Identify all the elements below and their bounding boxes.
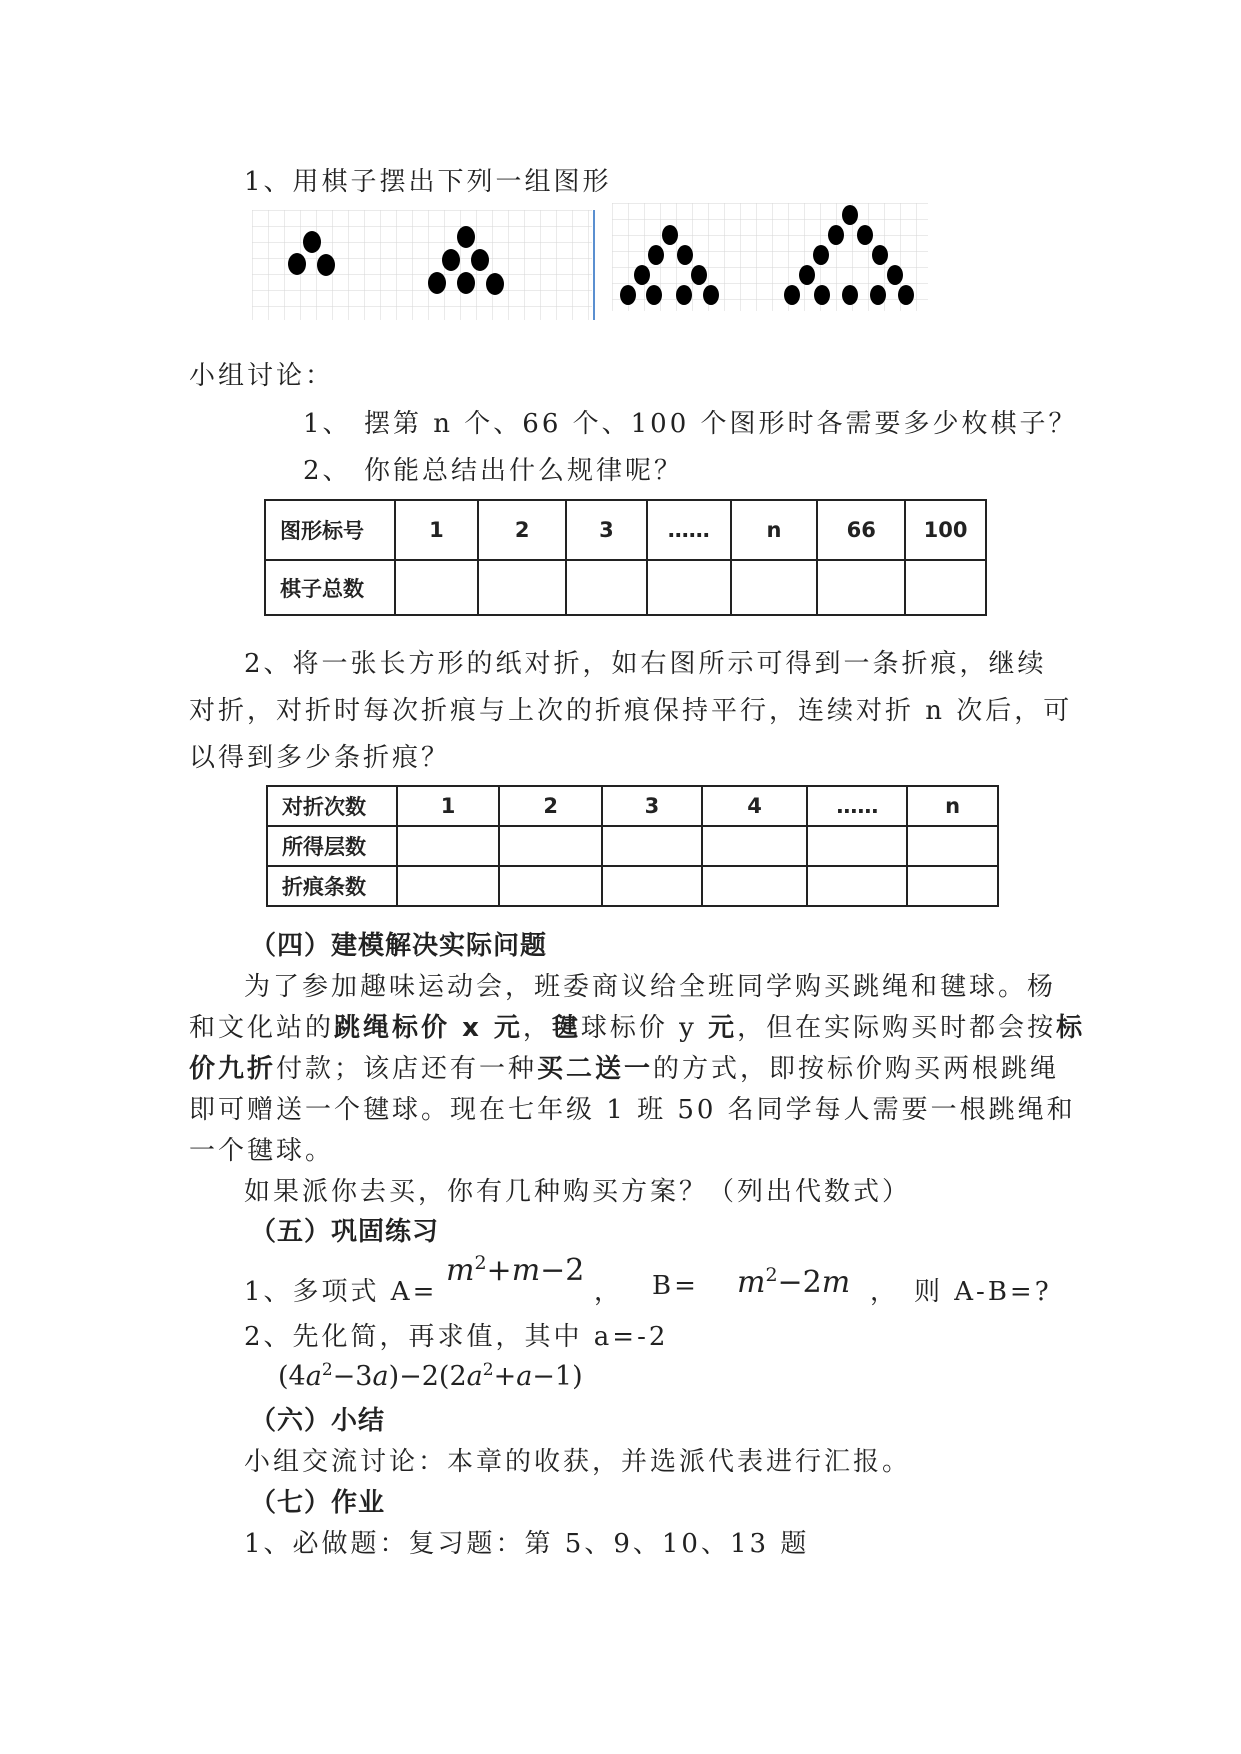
shuttlecock-emphasis: 毽 [551,1013,581,1043]
text-span: 球标价 y [580,1013,709,1043]
exercise-1-question: 则 A-B=? [914,1277,1052,1307]
blank-answer-cell[interactable] [602,866,702,906]
blank-answer-cell[interactable] [817,560,905,615]
blank-answer-cell[interactable] [602,826,702,866]
question-2-line-2: 对折，对折时每次折痕与上次的折痕保持平行，连续对折 n 次后，可 [189,696,1073,726]
blank-answer-cell[interactable] [807,866,907,906]
section-4-paragraph-line-5: 一个毽球。 [189,1136,335,1166]
rope-price-emphasis: 跳绳标价 x 元 [334,1013,523,1043]
section-4-paragraph-line-3 [189,1048,1059,1085]
blank-answer-cell[interactable] [807,826,907,866]
blank-answer-cell[interactable] [499,826,602,866]
blank-answer-cell[interactable] [702,866,808,906]
blank-answer-cell[interactable] [499,866,602,906]
table-header-cell: 66 [817,500,905,560]
question-2-line-3: 以得到多少条折痕？ [189,743,451,773]
blank-answer-cell[interactable] [907,826,998,866]
table-header-cell: 3 [602,786,702,826]
section-6-text: 小组交流讨论：本章的收获，并选派代表进行汇报。 [244,1447,912,1477]
section-6-title: （六）小结 [250,1406,386,1436]
text-span: ，但在实际购买时都会按 [737,1013,1057,1043]
discussion-label: 小组讨论： [189,361,335,391]
yuan-emphasis: 元 [708,1013,738,1043]
marked-price-emphasis: 标 [1056,1013,1086,1043]
table-row-label: 所得层数 [267,826,397,866]
table-header-cell: …… [807,786,907,826]
table-header-cell: 对折次数 [267,786,397,826]
section-4-question: 如果派你去买，你有几种购买方案？（列出代数式） [244,1177,912,1207]
exercise-1-prefix: 1、多项式 A= [244,1277,438,1307]
exercise-2-text: 2、先化简，再求值，其中 a=-2 [244,1322,669,1352]
chess-figure-panel-right [612,203,932,313]
folding-table [266,785,999,907]
blank-answer-cell[interactable] [397,866,500,906]
section-4-title: （四）建模解决实际问题 [250,931,548,961]
section-4-paragraph-line-1: 为了参加趣味运动会，班委商议给全班同学购买跳绳和毽球。杨 [244,972,1057,1002]
blank-answer-cell[interactable] [397,826,500,866]
text-span: 和文化站的 [189,1013,335,1043]
table-header-cell: 1 [395,500,479,560]
table-row [267,866,998,906]
section-4-paragraph-line-2 [189,1007,1085,1044]
question-1-title: 1、用棋子摆出下列一组图形 [244,167,612,197]
table-header-cell: n [907,786,998,826]
discussion-item-1-number: 1、 [303,409,352,439]
blank-answer-cell[interactable] [907,866,998,906]
discussion-item-1-text: 摆第 n 个、66 个、100 个图形时各需要多少枚棋子？ [364,409,1078,439]
exercise-2-expression: $(4a^2-3a)-2(2a^2+a-1)$ [278,1360,583,1392]
polynomial-a: $m^2+m-2$ [446,1252,585,1288]
text-span: 付款；该店还有一种 [276,1054,538,1084]
table-header-cell: 3 [566,500,647,560]
discussion-item-2-number: 2、 [303,456,352,486]
section-5-title: （五）巩固练习 [250,1217,440,1247]
section-7-title: （七）作业 [250,1488,386,1518]
blank-answer-cell[interactable] [702,826,808,866]
table-header-cell: …… [647,500,731,560]
blank-answer-cell[interactable] [731,560,818,615]
blank-answer-cell[interactable] [395,560,479,615]
discussion-item-2-text: 你能总结出什么规律呢？ [364,456,684,486]
exercise-1-b-label: B= [652,1271,699,1301]
blank-answer-cell[interactable] [478,560,566,615]
section-4-paragraph-line-4: 即可赠送一个毽球。现在七年级 1 班 50 名同学每人需要一根跳绳和 [189,1095,1076,1125]
table-header-cell: 2 [478,500,566,560]
table-row-label: 棋子总数 [265,560,395,615]
table-header-cell: n [731,500,818,560]
exercise-1-comma: ， [870,1277,900,1307]
table-row [265,560,986,615]
chess-figure-right-svg [612,203,932,313]
table-row [267,826,998,866]
section-7-text: 1、必做题：复习题：第 5、9、10、13 题 [244,1529,810,1559]
text-span: 的方式，即按标价购买两根跳绳 [653,1054,1060,1084]
discount-emphasis: 价九折 [189,1054,277,1084]
question-2-line-1: 2、将一张长方形的纸对折，如右图所示可得到一条折痕，继续 [244,649,1047,679]
table-header-cell: 图形标号 [265,500,395,560]
table-header-cell: 4 [702,786,808,826]
blank-answer-cell[interactable] [647,560,731,615]
polynomial-b: $m^2-2m$ [737,1264,851,1300]
chess-count-table [264,499,987,616]
text-span: ， [522,1013,552,1043]
table-header-row [265,500,986,560]
table-header-row [267,786,998,826]
table-header-cell: 100 [905,500,986,560]
table-header-cell: 2 [499,786,602,826]
chess-figure-panel-left [252,210,597,320]
blank-answer-cell[interactable] [566,560,647,615]
buy-two-get-one-emphasis: 买二送一 [537,1054,654,1084]
exercise-1-comma: ， [594,1277,624,1307]
chess-figure-left-svg [252,210,597,320]
table-header-cell: 1 [397,786,500,826]
table-row-label: 折痕条数 [267,866,397,906]
blank-answer-cell[interactable] [905,560,986,615]
